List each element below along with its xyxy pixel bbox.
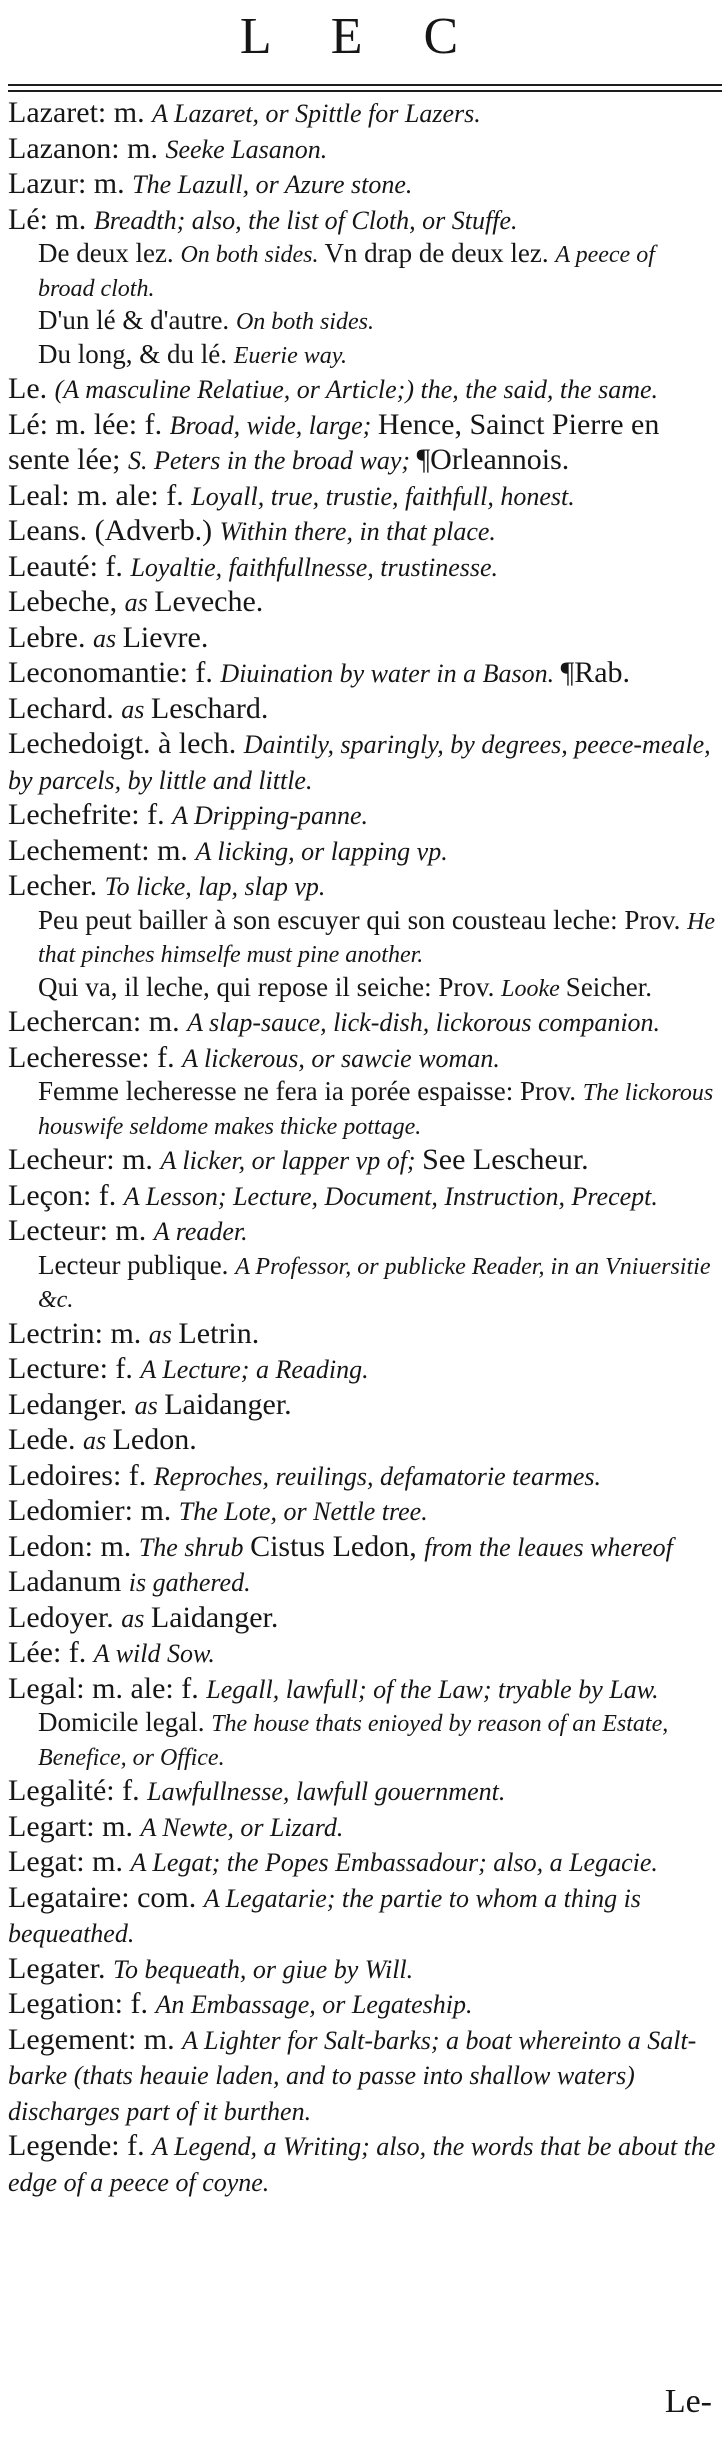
headword: Legataire: com. bbox=[8, 1880, 204, 1914]
headword: Lebeche, bbox=[8, 585, 125, 618]
headword: Lechement: m. bbox=[8, 833, 196, 867]
headword: Legalité: f. bbox=[8, 1774, 148, 1807]
dictionary-entry bbox=[8, 1845, 716, 1881]
dictionary-entry bbox=[8, 1005, 716, 1041]
definition: Reproches, reuilings, defamatorie tearmes. bbox=[153, 1461, 601, 1491]
sub-entry bbox=[8, 238, 716, 305]
definition: Euerie way. bbox=[233, 342, 348, 369]
definition: is gathered. bbox=[128, 1568, 251, 1597]
definition: To bequeath, or giue by Will. bbox=[112, 1954, 414, 1984]
dictionary-entry bbox=[8, 372, 716, 408]
definition: Lawfullnesse, lawfull gouernment. bbox=[147, 1777, 506, 1806]
dictionary-entry bbox=[8, 621, 716, 657]
headword: Lechercan: m. bbox=[8, 1005, 188, 1038]
definition: as bbox=[82, 1426, 113, 1455]
definition: A Lazaret, or Spittle for Lazers. bbox=[152, 99, 481, 128]
definition: A slap-sauce, lick-dish, lickorous companion. bbox=[187, 1008, 661, 1037]
definition: On both sides. bbox=[235, 309, 374, 335]
headword: ¶Orleannois. bbox=[416, 443, 570, 476]
dictionary-entry bbox=[8, 692, 716, 728]
headword: Legement: m. bbox=[8, 2022, 183, 2056]
headword: Seicher. bbox=[565, 971, 653, 1002]
dictionary-entry bbox=[8, 1388, 716, 1424]
headword: Lectrin: m. bbox=[8, 1316, 149, 1350]
headword: Du long, & du lé. bbox=[38, 338, 234, 369]
definition: A Lesson; Lecture, Document, Instruction, Precept. bbox=[123, 1181, 658, 1211]
definition: as bbox=[121, 694, 151, 724]
dictionary-entry bbox=[8, 869, 716, 905]
headword: Legart: m. bbox=[8, 1809, 141, 1843]
dictionary-entry bbox=[8, 96, 716, 132]
headword: Ladanum bbox=[8, 1565, 129, 1598]
headword: Ledon: m. bbox=[8, 1529, 139, 1563]
definition: Diuination by water in a Bason. bbox=[220, 659, 561, 688]
definition: (A masculine Relatiue, or Article;) the, the said, the same. bbox=[54, 375, 659, 404]
definition: A reader. bbox=[153, 1217, 248, 1246]
dictionary-entry bbox=[8, 550, 716, 586]
dictionary-entry bbox=[8, 727, 716, 798]
definition: A Dripping-panne. bbox=[172, 801, 369, 830]
dictionary-entry bbox=[8, 1143, 716, 1179]
definition: A peece of broad cloth. bbox=[38, 242, 655, 302]
sub-entry bbox=[8, 1250, 716, 1317]
headword: See Lescheur. bbox=[422, 1143, 589, 1176]
definition: He that pinches himselfe must pine another. bbox=[38, 908, 716, 968]
definition: from the leaues whereof bbox=[424, 1532, 673, 1562]
dictionary-entry bbox=[8, 1179, 716, 1215]
sub-entry bbox=[8, 305, 716, 339]
definition: A wild Sow. bbox=[93, 1639, 215, 1668]
dictionary-entry bbox=[8, 167, 716, 203]
headword: Lazaret: m. bbox=[8, 96, 153, 129]
dictionary-entry bbox=[8, 1987, 716, 2023]
header-rule-lower bbox=[8, 90, 722, 92]
sub-entry bbox=[8, 905, 716, 972]
header-rule bbox=[8, 84, 722, 86]
headword: Ledoires: f. bbox=[8, 1458, 154, 1492]
headword: Lecher. bbox=[8, 869, 105, 902]
headword: Lechefrite: f. bbox=[8, 798, 173, 831]
headword: Lazur: m. bbox=[8, 167, 133, 200]
dictionary-entry bbox=[8, 203, 716, 239]
headword: Leschard. bbox=[150, 691, 269, 725]
headword: Lebre. bbox=[8, 620, 93, 654]
dictionary-entry bbox=[8, 1952, 716, 1988]
dictionary-entry bbox=[8, 1774, 716, 1810]
headword: Leconomantie: f. bbox=[8, 656, 221, 689]
definition: A Newte, or Lizard. bbox=[140, 1812, 344, 1842]
definition: The lickorous houswife seldome makes thicke pottage. bbox=[38, 1080, 714, 1140]
sub-entry bbox=[8, 1076, 716, 1143]
dictionary-entry bbox=[8, 1530, 716, 1601]
definition: S. Peters in the broad way; bbox=[127, 446, 417, 475]
dictionary-entry bbox=[8, 1352, 716, 1388]
dictionary-entry bbox=[8, 514, 716, 550]
catchword: Le- bbox=[664, 2383, 712, 2420]
headword: Lecteur: m. bbox=[8, 1214, 154, 1247]
headword: Domicile legal. bbox=[38, 1707, 212, 1737]
definition: A Lecture; a Reading. bbox=[140, 1355, 369, 1384]
definition: Seeke Lasanon. bbox=[165, 134, 328, 164]
definition: An Embassage, or Legateship. bbox=[155, 1990, 473, 2019]
definition: The house thats enioyed by reason of an Estate, Benefice, or Office. bbox=[38, 1711, 669, 1771]
headword: Legal: m. ale: f. bbox=[8, 1671, 207, 1705]
definition: A Legat; the Popes Embassadour; also, a Legacie. bbox=[130, 1848, 658, 1877]
dictionary-entry bbox=[8, 1317, 716, 1353]
headword: Legation: f. bbox=[8, 1987, 156, 2020]
headword: Leauté: f. bbox=[8, 549, 131, 583]
sub-entry bbox=[8, 1707, 716, 1774]
headword: Ledanger. bbox=[8, 1387, 135, 1421]
definition: A lickerous, or sawcie woman. bbox=[182, 1043, 500, 1073]
dictionary-entry bbox=[8, 2023, 716, 2130]
definition: A licking, or lapping vp. bbox=[195, 836, 448, 866]
dictionary-entry bbox=[8, 1881, 716, 1952]
definition: Legall, lawfull; of the Law; tryable by Law. bbox=[206, 1674, 659, 1704]
headword: Legater. bbox=[8, 1951, 113, 1985]
dictionary-entry bbox=[8, 1810, 716, 1846]
headword: Leveche. bbox=[154, 585, 264, 618]
sub-entry bbox=[8, 972, 716, 1006]
definition: A Legend, a Writing; also, the words that be about the edge of a peece of coyne. bbox=[8, 2132, 716, 2197]
definition: Breadth; also, the list of Cloth, or Stuffe. bbox=[93, 205, 518, 235]
definition: A licker, or lapper vp of; bbox=[160, 1146, 423, 1175]
dictionary-entry bbox=[8, 132, 716, 168]
headword: Hence, Sainct Pierre en sente lée; bbox=[8, 407, 660, 476]
headword: Qui va, il leche, qui repose il seiche: Prov. bbox=[38, 971, 502, 1002]
definition: On both sides. bbox=[180, 242, 325, 268]
headword: Lievre. bbox=[122, 620, 209, 654]
headword: Lecture: f. bbox=[8, 1352, 141, 1385]
sub-entry bbox=[8, 339, 716, 373]
headword: Lechedoigt. à lech. bbox=[8, 727, 244, 760]
dictionary-entry bbox=[8, 656, 716, 692]
entry-list bbox=[8, 96, 716, 2200]
definition: as bbox=[124, 588, 155, 617]
definition: as bbox=[121, 1603, 151, 1633]
definition: Loyall, true, trustie, faithfull, honest. bbox=[191, 481, 575, 511]
headword: Lechard. bbox=[8, 691, 122, 725]
headword: D'un lé & d'autre. bbox=[38, 305, 236, 335]
definition: Within there, in that place. bbox=[219, 517, 496, 546]
dictionary-entry bbox=[8, 1672, 716, 1708]
dictionary-entry bbox=[8, 1601, 716, 1637]
dictionary-entry bbox=[8, 585, 716, 621]
headword: Ledomier: m. bbox=[8, 1494, 179, 1527]
page-header: L E C bbox=[239, 8, 483, 65]
definition: Looke bbox=[501, 975, 566, 1002]
definition: as bbox=[134, 1390, 165, 1420]
dictionary-entry bbox=[8, 2129, 716, 2200]
headword: Lede. bbox=[8, 1423, 83, 1456]
headword: Leçon: f. bbox=[8, 1178, 124, 1212]
definition: The shrub bbox=[138, 1532, 251, 1562]
headword: Vn drap de deux lez. bbox=[324, 238, 556, 268]
headword: Legat: m. bbox=[8, 1845, 131, 1878]
headword: Lée: f. bbox=[8, 1636, 94, 1669]
headword: Laidanger. bbox=[164, 1387, 292, 1421]
headword: ¶Rab. bbox=[560, 656, 631, 689]
definition: A Professor, or publicke Reader, in an Vniuersitie &c. bbox=[38, 1253, 711, 1313]
headword: Lé: m. bbox=[8, 202, 94, 236]
headword: Letrin. bbox=[178, 1316, 260, 1350]
dictionary-entry bbox=[8, 1423, 716, 1459]
headword: Ledoyer. bbox=[8, 1600, 122, 1634]
dictionary-entry bbox=[8, 1459, 716, 1495]
headword: Lecteur publique. bbox=[38, 1249, 236, 1280]
headword: Lazanon: m. bbox=[8, 131, 166, 165]
headword: Lecheresse: f. bbox=[8, 1040, 183, 1074]
definition: as bbox=[92, 623, 123, 653]
definition: Daintily, sparingly, by degrees, peece-meale, by parcels, by little and little. bbox=[8, 730, 711, 795]
definition: A Legatarie; the partie to whom a thing is bequeathed. bbox=[8, 1883, 641, 1948]
headword: Peu peut bailler à son escuyer qui son cousteau leche: Prov. bbox=[38, 904, 688, 935]
definition: The Lazull, or Azure stone. bbox=[132, 170, 413, 199]
dictionary-entry bbox=[8, 1214, 716, 1250]
dictionary-entry bbox=[8, 798, 716, 834]
dictionary-entry bbox=[8, 479, 716, 515]
headword: Legende: f. bbox=[8, 2129, 153, 2162]
headword: Laidanger. bbox=[150, 1600, 279, 1634]
definition: Broad, wide, large; bbox=[169, 410, 378, 440]
dictionary-entry bbox=[8, 1494, 716, 1530]
headword: Femme lecheresse ne fera ia porée espaisse: Prov. bbox=[38, 1076, 583, 1106]
dictionary-entry bbox=[8, 1636, 716, 1672]
definition: Loyaltie, faithfullnesse, trustinesse. bbox=[130, 552, 499, 582]
headword: De deux lez. bbox=[38, 238, 181, 268]
definition: A Lighter for Salt-barks; a boat whereinto a Salt-barke (thats heauie laden, and to passe into shallow waters) discharges part of it burthen. bbox=[8, 2025, 697, 2126]
headword: Leal: m. ale: f. bbox=[8, 478, 192, 512]
headword: Cistus Ledon, bbox=[250, 1529, 425, 1563]
definition: The Lote, or Nettle tree. bbox=[178, 1497, 428, 1526]
definition: as bbox=[148, 1319, 179, 1349]
headword: Le. bbox=[8, 372, 55, 405]
dictionary-entry bbox=[8, 408, 716, 479]
dictionary-entry bbox=[8, 1041, 716, 1077]
headword: Lecheur: m. bbox=[8, 1143, 161, 1176]
dictionary-entry bbox=[8, 834, 716, 870]
headword: Ledon. bbox=[112, 1423, 197, 1456]
headword: Leans. (Adverb.) bbox=[8, 514, 220, 547]
headword: Lé: m. lée: f. bbox=[8, 407, 170, 441]
definition: To licke, lap, slap vp. bbox=[104, 872, 326, 901]
